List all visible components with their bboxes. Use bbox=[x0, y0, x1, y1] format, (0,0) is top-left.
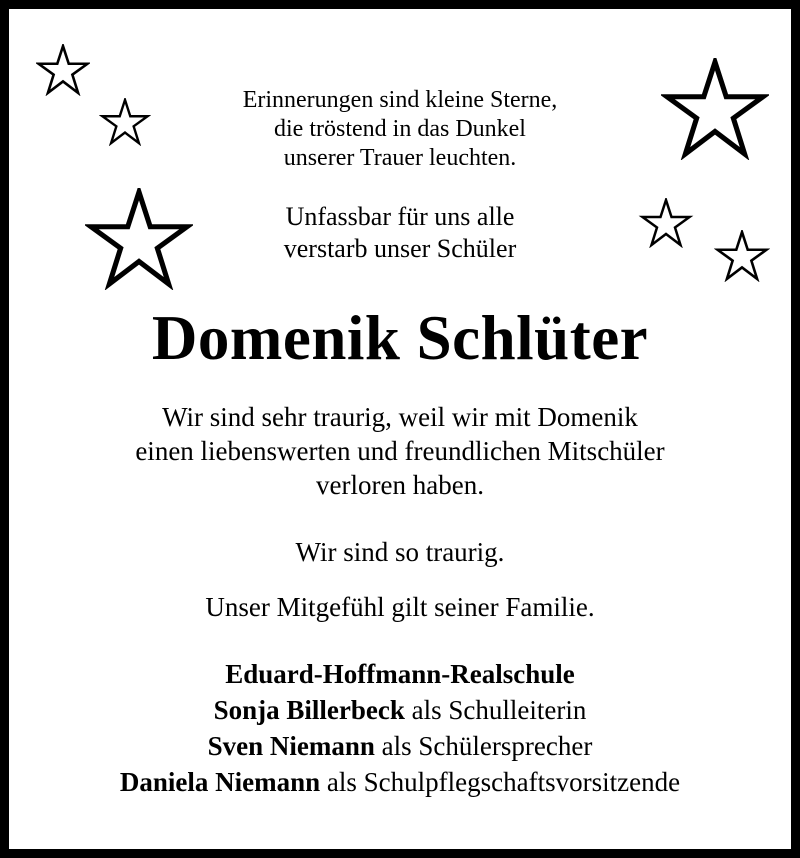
signer-line bbox=[0, 728, 800, 764]
school-name bbox=[0, 656, 800, 692]
poem-line: Erinnerungen sind kleine Sterne, bbox=[242, 87, 558, 113]
signer-name: Sven Niemann bbox=[207, 731, 375, 761]
sympathy-line: Unser Mitgefühl gilt seiner Familie. bbox=[205, 592, 595, 622]
poem-line: unserer Trauer leuchten. bbox=[283, 145, 517, 171]
deceased-name: Domenik Schlüter bbox=[151, 303, 649, 373]
school-name-text: Eduard-Hoffmann-Realschule bbox=[225, 659, 575, 689]
message-line: verloren haben. bbox=[316, 470, 484, 500]
signer-role: als Schulpflegschaftsvorsitzende bbox=[326, 767, 681, 797]
message-line: Wir sind sehr traurig, weil wir mit Domenik bbox=[162, 402, 638, 432]
intro-line: Unfassbar für uns alle bbox=[285, 202, 515, 231]
signer-role: als Schülersprecher bbox=[381, 731, 593, 761]
signer-line bbox=[0, 764, 800, 800]
poem bbox=[0, 86, 800, 173]
message bbox=[0, 400, 800, 502]
message-line: einen liebenswerten und freundlichen Mitschüler bbox=[135, 436, 665, 466]
signer-role: als Schulleiterin bbox=[411, 695, 587, 725]
intro bbox=[0, 201, 800, 265]
signature-block bbox=[0, 656, 800, 800]
signer-name: Sonja Billerbeck bbox=[213, 695, 405, 725]
intro-line: verstarb unser Schüler bbox=[283, 234, 517, 263]
poem-line: die tröstend in das Dunkel bbox=[274, 116, 526, 142]
signer-name: Daniela Niemann bbox=[119, 767, 321, 797]
sad-line: Wir sind so traurig. bbox=[295, 537, 505, 567]
signer-line bbox=[0, 692, 800, 728]
